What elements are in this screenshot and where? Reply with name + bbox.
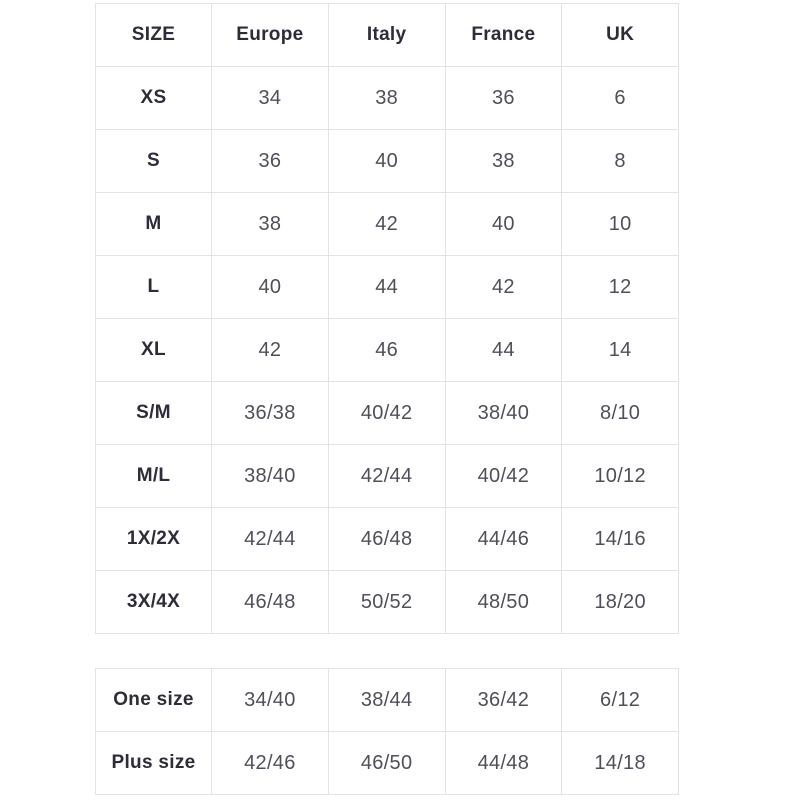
row-label: M/L [96,445,212,508]
table-cell: 38 [212,193,329,256]
table-row [96,445,679,508]
table-cell: 46/50 [328,732,445,795]
table-row [96,67,679,130]
table-cell: 14/18 [562,732,679,795]
table-cell: 36 [445,67,562,130]
table-cell: 36/42 [445,669,562,732]
table-cell: 14/16 [562,508,679,571]
column-header-size: SIZE [96,4,212,67]
table-cell: 42 [445,256,562,319]
table-cell: 44/46 [445,508,562,571]
size-conversion-tables [95,3,679,795]
row-label: S/M [96,382,212,445]
table-cell: 40 [328,130,445,193]
table-row [96,382,679,445]
table-row [96,256,679,319]
table-cell: 14 [562,319,679,382]
row-label: M [96,193,212,256]
size-conversion-table [95,3,679,634]
special-sizes-table [95,668,679,795]
table-cell: 38 [328,67,445,130]
table-row [96,669,679,732]
table-cell: 10/12 [562,445,679,508]
table-cell: 42 [212,319,329,382]
row-label: 3X/4X [96,571,212,634]
table-cell: 38/40 [445,382,562,445]
table-cell: 40 [212,256,329,319]
row-label: XL [96,319,212,382]
table-cell: 40 [445,193,562,256]
table-cell: 36/38 [212,382,329,445]
column-header-italy: Italy [328,4,445,67]
row-label: One size [96,669,212,732]
table-cell: 42/44 [212,508,329,571]
table-row [96,319,679,382]
table-cell: 46 [328,319,445,382]
table-row [96,193,679,256]
table-cell: 34 [212,67,329,130]
table-cell: 44/48 [445,732,562,795]
table-cell: 50/52 [328,571,445,634]
table-cell: 46/48 [328,508,445,571]
row-label: 1X/2X [96,508,212,571]
table-cell: 48/50 [445,571,562,634]
table-cell: 44 [445,319,562,382]
table-cell: 46/48 [212,571,329,634]
row-label: L [96,256,212,319]
table-cell: 34/40 [212,669,329,732]
table-cell: 44 [328,256,445,319]
table-cell: 8 [562,130,679,193]
table-cell: 40/42 [445,445,562,508]
column-header-europe: Europe [212,4,329,67]
table-cell: 40/42 [328,382,445,445]
table-cell: 6/12 [562,669,679,732]
table-cell: 36 [212,130,329,193]
table-cell: 42/44 [328,445,445,508]
header-row [96,4,679,67]
column-header-uk: UK [562,4,679,67]
row-label: XS [96,67,212,130]
table-cell: 6 [562,67,679,130]
table-row [96,130,679,193]
table-cell: 18/20 [562,571,679,634]
table-cell: 42/46 [212,732,329,795]
table-cell: 38/40 [212,445,329,508]
table-cell: 10 [562,193,679,256]
table-cell: 42 [328,193,445,256]
table-cell: 38/44 [328,669,445,732]
table-row [96,571,679,634]
table-cell: 12 [562,256,679,319]
table-cell: 38 [445,130,562,193]
column-header-france: France [445,4,562,67]
row-label: S [96,130,212,193]
table-row [96,508,679,571]
row-label: Plus size [96,732,212,795]
table-row [96,732,679,795]
table-cell: 8/10 [562,382,679,445]
